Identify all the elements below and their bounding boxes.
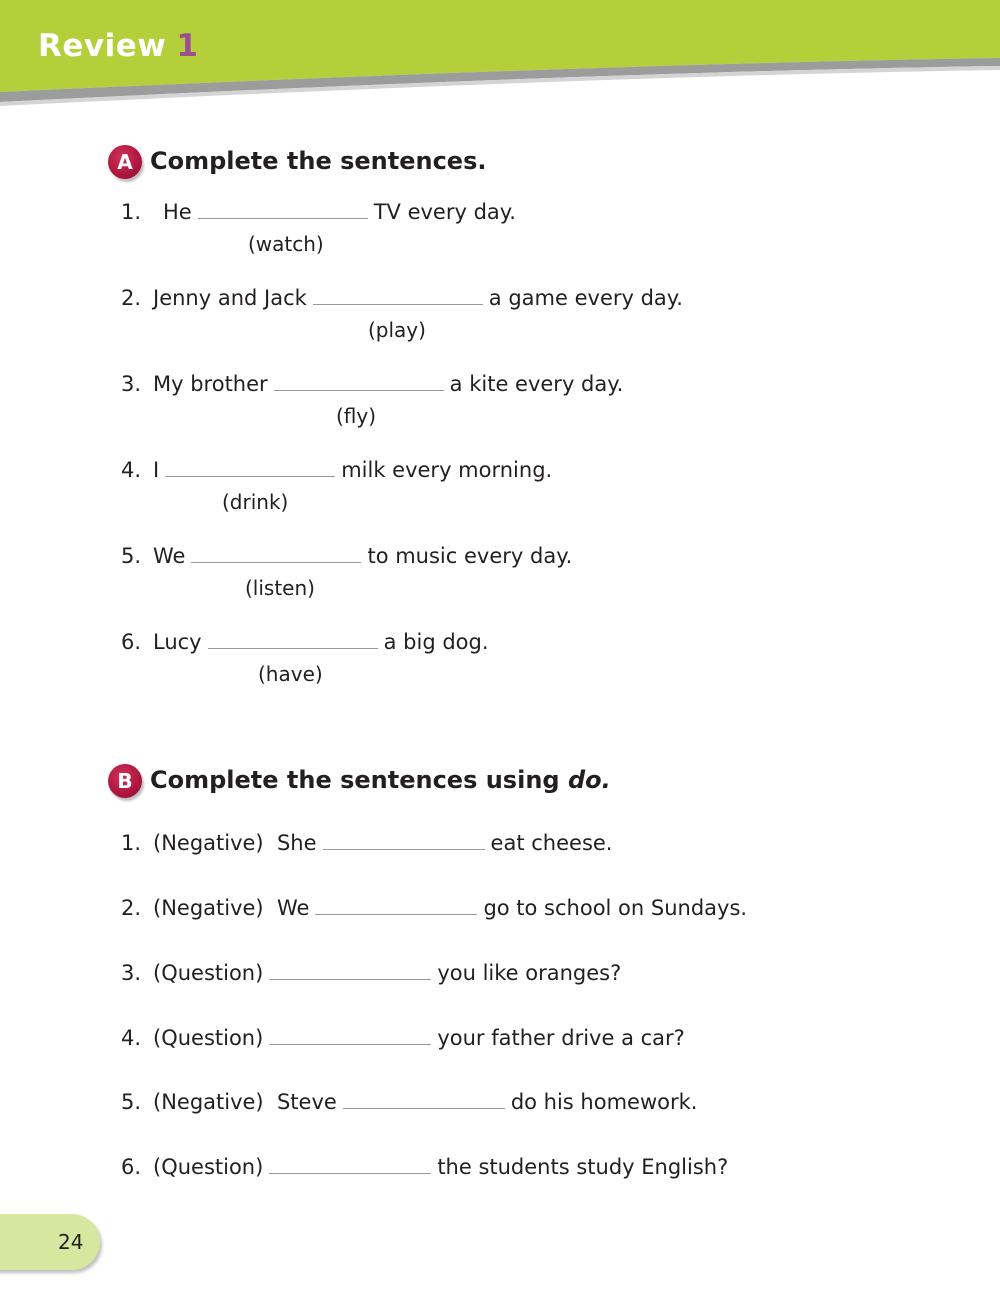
answer-blank[interactable] (323, 829, 485, 850)
title-number: 1 (176, 28, 199, 64)
item-text-after: TV every day. (373, 200, 516, 224)
a-item-5 (121, 542, 572, 568)
item-text-after: to music every day. (367, 544, 573, 568)
item-text-after: the students study English? (437, 1155, 729, 1179)
item-text-before: (Question) (153, 961, 264, 985)
a-hint-5: (listen) (245, 576, 315, 600)
a-hint-4: (drink) (222, 490, 289, 514)
section-b-title-text: Complete the sentences using (150, 766, 568, 794)
item-text-before: (Negative) Steve (153, 1090, 337, 1114)
item-text-before: (Negative) We (153, 896, 310, 920)
answer-blank[interactable] (343, 1088, 505, 1109)
section-b-title (150, 766, 611, 794)
item-text-before: (Negative) She (153, 831, 317, 855)
answer-blank[interactable] (191, 542, 361, 563)
b-item-1 (121, 829, 612, 855)
header-banner (0, 0, 1000, 110)
answer-blank[interactable] (269, 959, 431, 980)
a-hint-2: (play) (368, 318, 426, 342)
item-text-before: Lucy (153, 630, 202, 654)
item-text-after: you like oranges? (437, 961, 622, 985)
answer-blank[interactable] (269, 1024, 431, 1045)
b-item-5 (121, 1088, 697, 1114)
item-text-after: eat cheese. (490, 831, 613, 855)
item-text-before: (Question) (153, 1026, 264, 1050)
a-item-6 (121, 628, 489, 654)
title-text: Review (38, 28, 167, 64)
item-number: 6. (121, 630, 142, 654)
item-text-after: a big dog. (383, 630, 489, 654)
a-hint-6: (have) (258, 662, 323, 686)
item-number: 1. (121, 831, 142, 855)
item-text-after: your father drive a car? (437, 1026, 685, 1050)
item-number: 6. (121, 1155, 142, 1179)
item-number: 3. (121, 372, 142, 396)
item-text-after: milk every morning. (341, 458, 553, 482)
item-text-before: My brother (153, 372, 268, 396)
item-number: 4. (121, 1026, 142, 1050)
section-b-title-emphasis: do. (567, 766, 611, 794)
page-title (38, 28, 198, 64)
b-item-4 (121, 1024, 685, 1050)
item-number: 4. (121, 458, 142, 482)
item-number: 2. (121, 286, 142, 310)
answer-blank[interactable] (198, 198, 368, 219)
item-text-before: He (163, 200, 192, 224)
a-hint-1: (watch) (248, 232, 324, 256)
answer-blank[interactable] (313, 284, 483, 305)
section-b-badge: B (108, 764, 142, 798)
b-item-2 (121, 894, 747, 920)
item-number: 3. (121, 961, 142, 985)
answer-blank[interactable] (315, 894, 477, 915)
item-text-before: I (153, 458, 160, 482)
answer-blank[interactable] (165, 456, 335, 477)
item-number: 5. (121, 1090, 142, 1114)
item-text-after: a kite every day. (449, 372, 624, 396)
item-text-after: go to school on Sundays. (483, 896, 748, 920)
item-number: 2. (121, 896, 142, 920)
answer-blank[interactable] (269, 1153, 431, 1174)
item-text-after: do his homework. (510, 1090, 698, 1114)
b-item-3 (121, 959, 621, 985)
item-number: 1. (121, 200, 142, 224)
a-item-1 (121, 198, 516, 224)
a-item-3 (121, 370, 623, 396)
item-text-after: a game every day. (488, 286, 683, 310)
answer-blank[interactable] (274, 370, 444, 391)
page-number: 24 (58, 1230, 84, 1254)
section-a-title: Complete the sentences. (150, 147, 487, 175)
a-hint-3: (fly) (336, 404, 377, 428)
item-text-before: We (153, 544, 186, 568)
item-text-before: (Question) (153, 1155, 264, 1179)
a-item-2 (121, 284, 683, 310)
item-number: 5. (121, 544, 142, 568)
answer-blank[interactable] (208, 628, 378, 649)
a-item-4 (121, 456, 552, 482)
item-text-before: Jenny and Jack (153, 286, 307, 310)
section-a-badge: A (108, 145, 142, 179)
page-number-tab (0, 1214, 100, 1270)
b-item-6 (121, 1153, 728, 1179)
